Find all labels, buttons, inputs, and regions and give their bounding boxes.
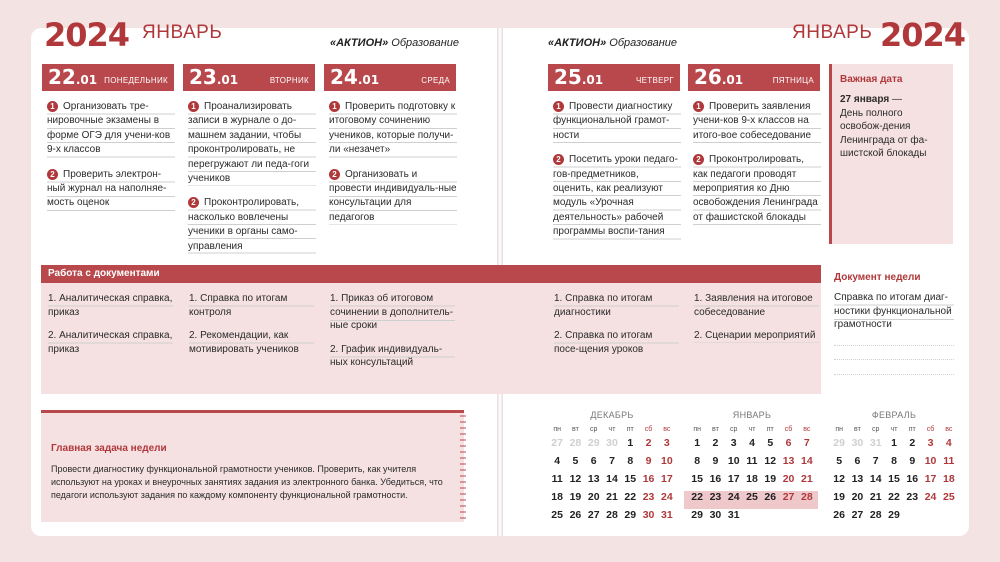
calendar-day: 26 — [569, 509, 582, 521]
calendar-day: 28 — [606, 509, 618, 521]
mini-calendar-2 — [830, 410, 958, 524]
day-number: 25.01 — [554, 65, 604, 89]
task-number-badge: 1 — [47, 101, 58, 112]
task-text: Проверить заявления учени-ков 9-х классов на итого-вое собеседование — [693, 101, 812, 141]
calendar-day: 20 — [782, 473, 795, 485]
document-item: 1. Заявления на итоговое собеседование — [694, 292, 819, 319]
calendar-day: 29 — [624, 509, 637, 521]
day-weekday: ЧЕТВЕРГ — [636, 76, 674, 85]
document-item: 2. Сценарии мероприятий — [694, 329, 819, 343]
task-item — [47, 100, 175, 158]
calendar-day: 26 — [764, 491, 777, 503]
document-item: 2. Аналитическая справка, приказ — [48, 330, 173, 355]
task-item — [47, 168, 175, 211]
calendar-day: 19 — [569, 491, 582, 503]
task-text: Проконтролировать, насколько вовлечены ученики в органы само-управления — [188, 197, 300, 252]
calendar-day: 29 — [833, 437, 845, 449]
calendar-day: 2 — [712, 437, 719, 449]
task-text: Организовать и провести индивидуаль-ные консультации для педагогов — [329, 168, 457, 223]
calendar-day: 2 — [909, 437, 916, 449]
task-number-badge: 2 — [47, 169, 58, 180]
week-document-title: Документ недели — [834, 272, 921, 283]
calendar-weekday: чт — [608, 425, 616, 433]
day-weekday: СРЕДА — [421, 76, 450, 85]
calendar-day: 27 — [587, 509, 600, 521]
day-number: 24.01 — [330, 65, 380, 89]
calendar-day: 8 — [627, 455, 634, 467]
year-right: 2024 — [880, 16, 966, 54]
calendar-day: 28 — [801, 491, 813, 503]
calendar-day: 25 — [551, 509, 563, 521]
calendar-day: 23 — [709, 491, 722, 503]
mini-calendar-0 — [548, 410, 676, 524]
calendar-day: 4 — [554, 455, 561, 467]
calendar-day: 5 — [836, 455, 843, 467]
day-header-26 — [688, 64, 820, 91]
calendar-day: 1 — [891, 437, 897, 449]
calendar-day: 7 — [872, 455, 879, 467]
calendar-day: 7 — [609, 455, 615, 467]
calendar-day: 24 — [661, 491, 673, 503]
day-number: 26.01 — [694, 65, 744, 89]
calendar-weekday: пт — [766, 425, 774, 433]
calendar-day: 16 — [906, 473, 919, 485]
task-number-badge: 2 — [693, 154, 704, 165]
task-text: Провести диагностику функциональной грамот-ности — [553, 101, 673, 141]
calendar-day: 28 — [569, 437, 582, 449]
calendar-day: 5 — [572, 455, 579, 467]
calendar-weekday: сб — [784, 425, 793, 433]
calendar-day: 13 — [851, 473, 864, 485]
calendar-day: 12 — [833, 473, 845, 485]
month-left: ЯНВАРЬ — [142, 22, 223, 43]
calendar-day: 24 — [924, 491, 937, 503]
documents-title: Работа с документами — [41, 265, 821, 283]
calendar-day: 22 — [624, 491, 637, 503]
task-item — [329, 168, 457, 226]
document-item: 2. График индивидуаль-ных консультаций — [330, 343, 455, 370]
task-item — [693, 100, 821, 143]
day-tasks-26 — [693, 100, 821, 235]
calendar-day: 31 — [727, 509, 740, 521]
calendar-month-name: ФЕВРАЛЬ — [871, 410, 917, 420]
task-text: Проверить электрон-ный журнал на наполняе-мость оценок — [47, 168, 167, 209]
calendar-weekday: вт — [854, 425, 861, 433]
task-number-badge: 1 — [693, 101, 704, 112]
task-item — [693, 153, 821, 225]
task-item — [329, 100, 457, 158]
important-date-panel — [829, 64, 953, 244]
task-number-badge: 2 — [329, 169, 340, 180]
important-date-text: 27 января — День полного освобож-дения Ленинграда от фа-шистской блокады — [840, 94, 928, 159]
calendar-day — [761, 506, 779, 524]
documents-column — [330, 292, 455, 380]
day-weekday: ВТОРНИК — [269, 76, 309, 85]
calendar-day: 22 — [888, 491, 900, 503]
calendar-day: 27 — [782, 491, 795, 503]
important-date-title: Важная дата — [840, 74, 903, 85]
calendar-day: 10 — [924, 455, 937, 467]
day-header-23 — [183, 64, 315, 91]
calendar-day: 27 — [551, 437, 563, 449]
day-tasks-23 — [188, 100, 316, 264]
document-item: 1. Аналитическая справка, приказ — [48, 293, 173, 318]
calendar-weekday: сб — [926, 425, 935, 433]
calendar-weekday: ср — [590, 425, 598, 433]
calendar-day: 21 — [801, 473, 813, 485]
calendar-day: 27 — [851, 509, 864, 521]
calendar-day: 15 — [624, 473, 637, 485]
calendar-day: 30 — [642, 509, 655, 521]
calendar-day: 8 — [694, 455, 701, 467]
calendar-day: 5 — [767, 437, 774, 449]
calendar-weekday: сб — [644, 425, 653, 433]
calendar-day: 30 — [851, 437, 864, 449]
calendar-day: 29 — [587, 437, 600, 449]
calendar-day: 10 — [661, 455, 673, 467]
calendar-day: 15 — [888, 473, 900, 485]
calendar-day: 19 — [764, 473, 777, 485]
day-header-22 — [42, 64, 174, 91]
calendar-day: 23 — [642, 491, 655, 503]
calendar-day: 15 — [691, 473, 703, 485]
week-document-panel — [834, 272, 954, 375]
calendar-month-name: ЯНВАРЬ — [732, 410, 772, 420]
calendar-day: 16 — [642, 473, 655, 485]
calendar-day: 31 — [869, 437, 882, 449]
main-task-panel — [41, 410, 464, 522]
calendar-weekday: пн — [835, 425, 843, 433]
calendar-day: 10 — [727, 455, 740, 467]
calendar-day: 16 — [709, 473, 722, 485]
documents-column — [694, 292, 819, 353]
calendar-day: 30 — [606, 437, 618, 449]
brand-left: «АКТИОН» Образование — [330, 37, 460, 49]
calendar-day: 19 — [833, 491, 845, 503]
calendar-weekday: чт — [748, 425, 756, 433]
calendar-weekday: ср — [872, 425, 880, 433]
task-text: Организовать тре-нировочные экзамены в форме ОГЭ для учени-ков 9-х классов — [47, 101, 171, 156]
calendar-day: 3 — [730, 437, 737, 449]
calendar-day: 13 — [782, 455, 795, 467]
documents-column — [189, 292, 314, 366]
calendar-day: 12 — [569, 473, 582, 485]
calendar-day: 7 — [803, 437, 810, 449]
document-item: 1. Приказ об итоговом сочинении в дополнитель-ные сроки — [330, 293, 454, 331]
month-right: ЯНВАРЬ — [792, 22, 873, 43]
calendar-day: 3 — [927, 437, 934, 449]
day-weekday: ПЯТНИЦА — [772, 76, 814, 85]
day-number: 23.01 — [189, 65, 239, 89]
calendar-day: 3 — [663, 437, 670, 449]
document-item: 2. Справка по итогам посе-щения уроков — [554, 329, 679, 356]
calendar-day: 25 — [943, 491, 955, 503]
calendar-day: 9 — [712, 455, 719, 467]
main-task-title: Главная задача недели — [51, 443, 167, 454]
calendar-day: 26 — [833, 509, 845, 521]
calendar-weekday: вс — [663, 425, 671, 433]
calendar-day — [798, 506, 816, 524]
year-left: 2024 — [44, 16, 130, 54]
calendar-day: 1 — [694, 437, 701, 449]
task-number-badge: 1 — [329, 101, 340, 112]
calendar-day: 20 — [587, 491, 600, 503]
calendar-day: 31 — [661, 509, 673, 521]
calendar-weekday: пн — [693, 425, 701, 433]
calendar-day: 28 — [869, 509, 882, 521]
calendar-day: 17 — [727, 473, 740, 485]
task-number-badge: 1 — [188, 101, 199, 112]
calendar-day: 21 — [606, 491, 618, 503]
calendar-day: 14 — [869, 473, 882, 485]
calendar-weekday: пт — [908, 425, 916, 433]
calendar-day — [743, 506, 761, 524]
calendar-day: 18 — [746, 473, 758, 485]
calendar-day: 9 — [909, 455, 916, 467]
main-task-text: Провести диагностику функциональной грамотности учеников. Проверить, как учителя используют на уроках и внеурочных занятиях задания из электронного банка. Убедиться, что педагоги используют задания по каждому компоненту функциональной грамотности. — [51, 464, 443, 500]
calendar-day: 11 — [943, 455, 955, 467]
calendar-weekday: вт — [712, 425, 719, 433]
day-header-25 — [548, 64, 680, 91]
task-number-badge: 2 — [553, 154, 564, 165]
task-item — [553, 153, 681, 239]
calendar-day — [903, 506, 921, 524]
calendar-day: 18 — [943, 473, 955, 485]
calendar-weekday: чт — [890, 425, 898, 433]
task-text: Проконтролировать, как педагоги проводят мероприятия ко Дню освобождения Ленинграда от фашистской блокады — [693, 154, 818, 223]
calendar-day — [921, 506, 939, 524]
calendar-day: 17 — [661, 473, 673, 485]
calendar-day: 30 — [709, 509, 722, 521]
calendar-day: 6 — [590, 455, 597, 467]
calendar-day: 11 — [746, 455, 758, 467]
task-item — [553, 100, 681, 143]
document-item: 2. Рекомендации, как мотивировать учеников — [189, 329, 314, 356]
brand-right: «АКТИОН» Образование — [548, 37, 678, 49]
calendar-weekday: ср — [730, 425, 738, 433]
documents-column — [48, 292, 173, 366]
calendar-weekday: пт — [626, 425, 634, 433]
calendar-weekday: вт — [572, 425, 579, 433]
calendar-day: 12 — [764, 455, 777, 467]
calendar-month-name: ДЕКАБРЬ — [590, 410, 634, 420]
calendar-day: 23 — [906, 491, 919, 503]
binding-stripe — [460, 415, 466, 519]
calendar-day — [779, 506, 797, 524]
calendar-day: 4 — [945, 437, 952, 449]
day-number: 22.01 — [48, 65, 98, 89]
day-tasks-24 — [329, 100, 457, 235]
task-item — [188, 196, 316, 254]
task-item — [188, 100, 316, 186]
calendar-day: 4 — [749, 437, 755, 449]
calendar-day: 21 — [869, 491, 882, 503]
calendar-day: 14 — [801, 455, 813, 467]
calendar-day: 17 — [924, 473, 937, 485]
documents-column — [554, 292, 679, 366]
task-text: Проанализировать записи в журнале о до-машнем задании, чтобы проконтролировать, не перегружают ли педа-гоги учеников — [188, 101, 310, 185]
week-document-text: Справка по итогам диаг-ностики функциональной грамотности — [834, 291, 954, 332]
calendar-day: 11 — [551, 473, 563, 485]
calendar-day: 14 — [606, 473, 618, 485]
calendar-day: 1 — [627, 437, 634, 449]
calendar-day: 29 — [888, 509, 900, 521]
task-number-badge: 2 — [188, 197, 199, 208]
calendar-weekday: пн — [553, 425, 561, 433]
calendar-day — [940, 506, 958, 524]
day-header-24 — [324, 64, 456, 91]
task-text: Проверить подготовку к итоговому сочинению учеников, которые получи-ли «незачет» — [329, 101, 456, 156]
calendar-day: 13 — [587, 473, 600, 485]
document-item: 1. Справка по итогам контроля — [189, 292, 314, 319]
calendar-day: 8 — [891, 455, 897, 467]
calendar-weekday: вс — [803, 425, 811, 433]
calendar-weekday: вс — [945, 425, 953, 433]
calendar-day: 9 — [645, 455, 652, 467]
task-number-badge: 1 — [553, 101, 564, 112]
task-text: Посетить уроки педаго-гов-предметников, оценить, как реализуют модуль «Урочная деятельность» рабочей программы воспи-тания — [553, 154, 678, 238]
calendar-day: 25 — [746, 491, 758, 503]
mini-calendar-1 — [688, 410, 816, 524]
calendar-day: 29 — [691, 509, 703, 521]
day-tasks-25 — [553, 100, 681, 250]
calendar-day: 18 — [551, 491, 563, 503]
calendar-day: 20 — [851, 491, 864, 503]
calendar-day: 6 — [854, 455, 861, 467]
calendar-day: 2 — [645, 437, 652, 449]
day-tasks-22 — [47, 100, 175, 221]
calendar-day: 6 — [785, 437, 792, 449]
calendar-day: 22 — [691, 491, 703, 503]
day-weekday: ПОНЕДЕЛЬНИК — [104, 76, 168, 85]
calendar-day: 24 — [727, 491, 740, 503]
document-item: 1. Справка по итогам диагностики — [554, 292, 679, 319]
